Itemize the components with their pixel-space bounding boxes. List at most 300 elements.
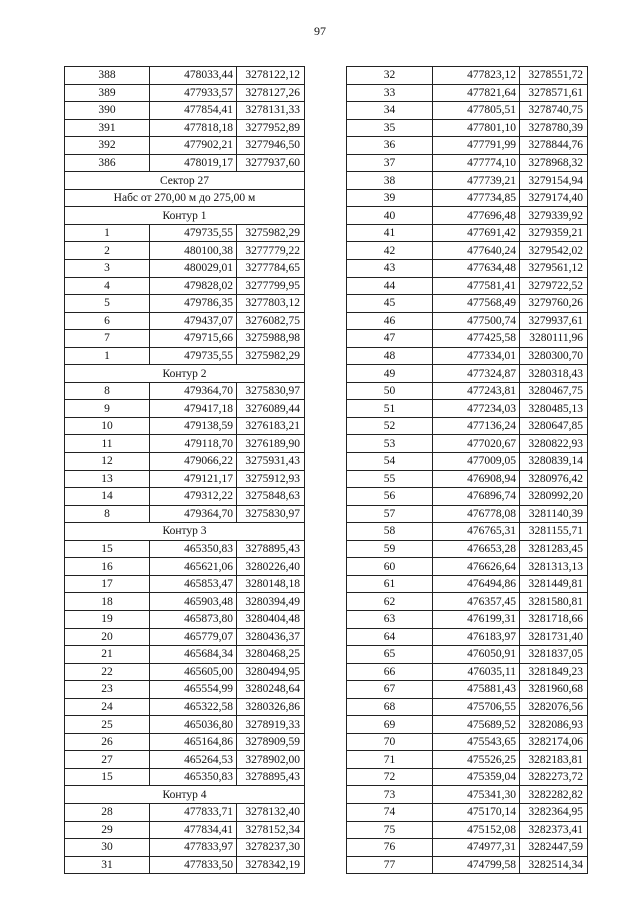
- y-coordinate: 3275830,97: [237, 505, 305, 523]
- x-coordinate: 479828,02: [150, 277, 237, 295]
- y-coordinate: 3278968,32: [520, 154, 588, 172]
- x-coordinate: 476183,97: [433, 628, 520, 646]
- point-number: 3: [65, 260, 150, 278]
- table-row: [65, 119, 305, 137]
- point-number: 8: [65, 382, 150, 400]
- table-row: [65, 768, 305, 786]
- x-coordinate: 477243,81: [433, 382, 520, 400]
- table-row: [347, 821, 588, 839]
- y-coordinate: 3279722,52: [520, 277, 588, 295]
- table-row: [347, 716, 588, 734]
- table-row: [65, 312, 305, 330]
- point-number: 22: [65, 663, 150, 681]
- y-coordinate: 3278551,72: [520, 67, 588, 85]
- y-coordinate: 3282514,34: [520, 856, 588, 874]
- point-number: 6: [65, 312, 150, 330]
- table-row: [347, 312, 588, 330]
- section-heading: Контур 4: [65, 786, 305, 804]
- point-number: 391: [65, 119, 150, 137]
- x-coordinate: 475152,08: [433, 821, 520, 839]
- x-coordinate: 479735,55: [150, 224, 237, 242]
- x-coordinate: 477136,24: [433, 417, 520, 435]
- table-row: [65, 716, 305, 734]
- y-coordinate: 3282183,81: [520, 751, 588, 769]
- section-heading: Сектор 27: [65, 172, 305, 190]
- point-number: 28: [65, 803, 150, 821]
- y-coordinate: 3282273,72: [520, 768, 588, 786]
- x-coordinate: 479138,59: [150, 417, 237, 435]
- x-coordinate: 476035,11: [433, 663, 520, 681]
- table-row: [65, 681, 305, 699]
- point-number: 75: [347, 821, 433, 839]
- x-coordinate: 477500,74: [433, 312, 520, 330]
- table-row: [65, 260, 305, 278]
- x-coordinate: 477691,42: [433, 224, 520, 242]
- x-coordinate: 465036,80: [150, 716, 237, 734]
- point-number: 65: [347, 646, 433, 664]
- point-number: 29: [65, 821, 150, 839]
- y-coordinate: 3281580,81: [520, 593, 588, 611]
- point-number: 33: [347, 84, 433, 102]
- point-number: 57: [347, 505, 433, 523]
- y-coordinate: 3278895,43: [237, 768, 305, 786]
- x-coordinate: 465873,80: [150, 610, 237, 628]
- table-row: [347, 803, 588, 821]
- y-coordinate: 3280394,49: [237, 593, 305, 611]
- page-number: 97: [314, 24, 326, 38]
- x-coordinate: 475543,65: [433, 733, 520, 751]
- y-coordinate: 3282174,06: [520, 733, 588, 751]
- table-row: [347, 330, 588, 348]
- table-row: [347, 610, 588, 628]
- coordinates-table-left: [64, 66, 305, 874]
- point-number: 37: [347, 154, 433, 172]
- y-coordinate: 3278571,61: [520, 84, 588, 102]
- y-coordinate: 3278122,12: [237, 67, 305, 85]
- y-coordinate: 3280436,37: [237, 628, 305, 646]
- section-heading-row: [65, 207, 305, 225]
- x-coordinate: 465779,07: [150, 628, 237, 646]
- point-number: 60: [347, 558, 433, 576]
- x-coordinate: 465621,06: [150, 558, 237, 576]
- y-coordinate: 3280485,13: [520, 400, 588, 418]
- point-number: 73: [347, 786, 433, 804]
- table-row: [347, 84, 588, 102]
- point-number: 12: [65, 453, 150, 471]
- x-coordinate: 477734,85: [433, 189, 520, 207]
- table-row: [65, 733, 305, 751]
- point-number: 67: [347, 681, 433, 699]
- table-row: [65, 277, 305, 295]
- y-coordinate: 3275982,29: [237, 347, 305, 365]
- table-row: [347, 768, 588, 786]
- table-row: [65, 821, 305, 839]
- point-number: 74: [347, 803, 433, 821]
- table-row: [65, 505, 305, 523]
- point-number: 47: [347, 330, 433, 348]
- y-coordinate: 3281140,39: [520, 505, 588, 523]
- point-number: 30: [65, 839, 150, 857]
- y-coordinate: 3275931,43: [237, 453, 305, 471]
- y-coordinate: 3275988,98: [237, 330, 305, 348]
- y-coordinate: 3275912,93: [237, 470, 305, 488]
- point-number: 16: [65, 558, 150, 576]
- table-row: [347, 488, 588, 506]
- point-number: 27: [65, 751, 150, 769]
- y-coordinate: 3279561,12: [520, 260, 588, 278]
- y-coordinate: 3282364,95: [520, 803, 588, 821]
- x-coordinate: 479121,17: [150, 470, 237, 488]
- table-row: [65, 593, 305, 611]
- point-number: 23: [65, 681, 150, 699]
- point-number: 386: [65, 154, 150, 172]
- x-coordinate: 477696,48: [433, 207, 520, 225]
- x-coordinate: 465554,99: [150, 681, 237, 699]
- table-row: [65, 540, 305, 558]
- y-coordinate: 3282282,82: [520, 786, 588, 804]
- x-coordinate: 475881,43: [433, 681, 520, 699]
- y-coordinate: 3278132,40: [237, 803, 305, 821]
- point-number: 1: [65, 347, 150, 365]
- x-coordinate: 480100,38: [150, 242, 237, 260]
- table-row: [347, 137, 588, 155]
- point-number: 66: [347, 663, 433, 681]
- point-number: 70: [347, 733, 433, 751]
- x-coordinate: 476778,08: [433, 505, 520, 523]
- x-coordinate: 475689,52: [433, 716, 520, 734]
- y-coordinate: 3277784,65: [237, 260, 305, 278]
- y-coordinate: 3278131,33: [237, 102, 305, 120]
- x-coordinate: 479066,22: [150, 453, 237, 471]
- point-number: 5: [65, 295, 150, 313]
- section-heading-row: [65, 189, 305, 207]
- section-heading: Контур 1: [65, 207, 305, 225]
- y-coordinate: 3280494,95: [237, 663, 305, 681]
- point-number: 17: [65, 575, 150, 593]
- point-number: 392: [65, 137, 150, 155]
- coordinates-table-right: [346, 66, 588, 874]
- table-row: [347, 260, 588, 278]
- y-coordinate: 3281837,05: [520, 646, 588, 664]
- point-number: 11: [65, 435, 150, 453]
- section-heading-row: [65, 172, 305, 190]
- y-coordinate: 3278895,43: [237, 540, 305, 558]
- x-coordinate: 476908,94: [433, 470, 520, 488]
- x-coordinate: 475526,25: [433, 751, 520, 769]
- table-row: [65, 803, 305, 821]
- table-row: [347, 505, 588, 523]
- table-row: [347, 628, 588, 646]
- y-coordinate: 3279937,61: [520, 312, 588, 330]
- point-number: 7: [65, 330, 150, 348]
- point-number: 31: [65, 856, 150, 874]
- point-number: 389: [65, 84, 150, 102]
- y-coordinate: 3278740,75: [520, 102, 588, 120]
- x-coordinate: 477774,10: [433, 154, 520, 172]
- table-row: [65, 610, 305, 628]
- y-coordinate: 3281313,13: [520, 558, 588, 576]
- table-row: [65, 84, 305, 102]
- y-coordinate: 3280976,42: [520, 470, 588, 488]
- x-coordinate: 478033,44: [150, 67, 237, 85]
- x-coordinate: 477425,58: [433, 330, 520, 348]
- y-coordinate: 3280111,96: [520, 330, 588, 348]
- point-number: 48: [347, 347, 433, 365]
- y-coordinate: 3280992,20: [520, 488, 588, 506]
- x-coordinate: 475706,55: [433, 698, 520, 716]
- section-heading-row: [65, 786, 305, 804]
- x-coordinate: 479417,18: [150, 400, 237, 418]
- x-coordinate: 476765,31: [433, 523, 520, 541]
- section-heading: Контур 2: [65, 365, 305, 383]
- table-row: [65, 435, 305, 453]
- point-number: 388: [65, 67, 150, 85]
- table-row: [347, 646, 588, 664]
- point-number: 42: [347, 242, 433, 260]
- x-coordinate: 477020,67: [433, 435, 520, 453]
- point-number: 18: [65, 593, 150, 611]
- y-coordinate: 3277803,12: [237, 295, 305, 313]
- y-coordinate: 3280300,70: [520, 347, 588, 365]
- table-row: [347, 189, 588, 207]
- point-number: 20: [65, 628, 150, 646]
- y-coordinate: 3278902,00: [237, 751, 305, 769]
- x-coordinate: 477805,51: [433, 102, 520, 120]
- table-row: [347, 172, 588, 190]
- x-coordinate: 477640,24: [433, 242, 520, 260]
- y-coordinate: 3278342,19: [237, 856, 305, 874]
- x-coordinate: 476626,64: [433, 558, 520, 576]
- point-number: 15: [65, 768, 150, 786]
- point-number: 36: [347, 137, 433, 155]
- table-row: [65, 417, 305, 435]
- y-coordinate: 3278237,30: [237, 839, 305, 857]
- point-number: 55: [347, 470, 433, 488]
- point-number: 41: [347, 224, 433, 242]
- y-coordinate: 3279174,40: [520, 189, 588, 207]
- point-number: 34: [347, 102, 433, 120]
- x-coordinate: 477823,12: [433, 67, 520, 85]
- x-coordinate: 465605,00: [150, 663, 237, 681]
- point-number: 77: [347, 856, 433, 874]
- point-number: 13: [65, 470, 150, 488]
- y-coordinate: 3278844,76: [520, 137, 588, 155]
- point-number: 72: [347, 768, 433, 786]
- y-coordinate: 3279542,02: [520, 242, 588, 260]
- point-number: 51: [347, 400, 433, 418]
- y-coordinate: 3277779,22: [237, 242, 305, 260]
- table-row: [347, 523, 588, 541]
- y-coordinate: 3280822,93: [520, 435, 588, 453]
- y-coordinate: 3278909,59: [237, 733, 305, 751]
- x-coordinate: 477324,87: [433, 365, 520, 383]
- table-row: [347, 365, 588, 383]
- table-row: [65, 330, 305, 348]
- y-coordinate: 3276082,75: [237, 312, 305, 330]
- table-row: [347, 119, 588, 137]
- point-number: 25: [65, 716, 150, 734]
- table-row: [347, 751, 588, 769]
- point-number: 54: [347, 453, 433, 471]
- y-coordinate: 3276089,44: [237, 400, 305, 418]
- point-number: 53: [347, 435, 433, 453]
- y-coordinate: 3280404,48: [237, 610, 305, 628]
- point-number: 390: [65, 102, 150, 120]
- y-coordinate: 3278919,33: [237, 716, 305, 734]
- table-row: [347, 733, 588, 751]
- x-coordinate: 479364,70: [150, 382, 237, 400]
- x-coordinate: 479786,35: [150, 295, 237, 313]
- x-coordinate: 476653,28: [433, 540, 520, 558]
- point-number: 52: [347, 417, 433, 435]
- table-row: [347, 382, 588, 400]
- y-coordinate: 3280226,40: [237, 558, 305, 576]
- point-number: 8: [65, 505, 150, 523]
- y-coordinate: 3281731,40: [520, 628, 588, 646]
- y-coordinate: 3279760,26: [520, 295, 588, 313]
- y-coordinate: 3280647,85: [520, 417, 588, 435]
- y-coordinate: 3281283,45: [520, 540, 588, 558]
- x-coordinate: 465903,48: [150, 593, 237, 611]
- point-number: 14: [65, 488, 150, 506]
- table-row: [65, 154, 305, 172]
- x-coordinate: 475359,04: [433, 768, 520, 786]
- point-number: 46: [347, 312, 433, 330]
- y-coordinate: 3280839,14: [520, 453, 588, 471]
- point-number: 62: [347, 593, 433, 611]
- x-coordinate: 477902,21: [150, 137, 237, 155]
- x-coordinate: 476199,31: [433, 610, 520, 628]
- point-number: 35: [347, 119, 433, 137]
- y-coordinate: 3279154,94: [520, 172, 588, 190]
- x-coordinate: 477739,21: [433, 172, 520, 190]
- y-coordinate: 3281449,81: [520, 575, 588, 593]
- table-row: [65, 470, 305, 488]
- table-row: [65, 628, 305, 646]
- point-number: 71: [347, 751, 433, 769]
- x-coordinate: 477818,18: [150, 119, 237, 137]
- x-coordinate: 477581,41: [433, 277, 520, 295]
- x-coordinate: 479312,22: [150, 488, 237, 506]
- point-number: 38: [347, 172, 433, 190]
- x-coordinate: 477854,41: [150, 102, 237, 120]
- table-row: [347, 839, 588, 857]
- table-row: [65, 102, 305, 120]
- section-heading-row: [65, 523, 305, 541]
- point-number: 40: [347, 207, 433, 225]
- y-coordinate: 3278152,34: [237, 821, 305, 839]
- y-coordinate: 3276189,90: [237, 435, 305, 453]
- table-row: [347, 453, 588, 471]
- table-row: [347, 277, 588, 295]
- table-row: [347, 224, 588, 242]
- x-coordinate: 477334,01: [433, 347, 520, 365]
- point-number: 26: [65, 733, 150, 751]
- table-row: [65, 453, 305, 471]
- x-coordinate: 477634,48: [433, 260, 520, 278]
- point-number: 69: [347, 716, 433, 734]
- x-coordinate: 477834,41: [150, 821, 237, 839]
- table-row: [65, 646, 305, 664]
- table-row: [65, 839, 305, 857]
- x-coordinate: 480029,01: [150, 260, 237, 278]
- y-coordinate: 3280467,75: [520, 382, 588, 400]
- x-coordinate: 476896,74: [433, 488, 520, 506]
- x-coordinate: 477801,10: [433, 119, 520, 137]
- y-coordinate: 3277952,89: [237, 119, 305, 137]
- point-number: 39: [347, 189, 433, 207]
- table-row: [347, 681, 588, 699]
- y-coordinate: 3275982,29: [237, 224, 305, 242]
- y-coordinate: 3282447,59: [520, 839, 588, 857]
- y-coordinate: 3280318,43: [520, 365, 588, 383]
- x-coordinate: 477791,99: [433, 137, 520, 155]
- table-row: [65, 698, 305, 716]
- table-row: [65, 137, 305, 155]
- table-row: [65, 224, 305, 242]
- y-coordinate: 3282373,41: [520, 821, 588, 839]
- table-row: [65, 558, 305, 576]
- y-coordinate: 3277799,95: [237, 277, 305, 295]
- table-row: [65, 751, 305, 769]
- x-coordinate: 476357,45: [433, 593, 520, 611]
- x-coordinate: 479715,66: [150, 330, 237, 348]
- y-coordinate: 3280148,18: [237, 575, 305, 593]
- x-coordinate: 479735,55: [150, 347, 237, 365]
- section-heading: Контур 3: [65, 523, 305, 541]
- point-number: 56: [347, 488, 433, 506]
- y-coordinate: 3282076,56: [520, 698, 588, 716]
- x-coordinate: 476050,91: [433, 646, 520, 664]
- x-coordinate: 478019,17: [150, 154, 237, 172]
- point-number: 64: [347, 628, 433, 646]
- x-coordinate: 477833,97: [150, 839, 237, 857]
- table-row: [347, 786, 588, 804]
- x-coordinate: 477833,71: [150, 803, 237, 821]
- point-number: 50: [347, 382, 433, 400]
- x-coordinate: 477933,57: [150, 84, 237, 102]
- point-number: 19: [65, 610, 150, 628]
- y-coordinate: 3281849,23: [520, 663, 588, 681]
- point-number: 45: [347, 295, 433, 313]
- table-row: [65, 347, 305, 365]
- table-row: [347, 242, 588, 260]
- y-coordinate: 3281155,71: [520, 523, 588, 541]
- x-coordinate: 465164,86: [150, 733, 237, 751]
- x-coordinate: 477009,05: [433, 453, 520, 471]
- table-body-left: [65, 67, 305, 874]
- point-number: 9: [65, 400, 150, 418]
- point-number: 32: [347, 67, 433, 85]
- x-coordinate: 477821,64: [433, 84, 520, 102]
- point-number: 24: [65, 698, 150, 716]
- point-number: 49: [347, 365, 433, 383]
- y-coordinate: 3278127,26: [237, 84, 305, 102]
- x-coordinate: 465264,53: [150, 751, 237, 769]
- table-body-right: [347, 67, 588, 874]
- y-coordinate: 3280468,25: [237, 646, 305, 664]
- y-coordinate: 3275830,97: [237, 382, 305, 400]
- table-row: [347, 593, 588, 611]
- y-coordinate: 3280248,64: [237, 681, 305, 699]
- y-coordinate: 3275848,63: [237, 488, 305, 506]
- table-row: [65, 400, 305, 418]
- point-number: 2: [65, 242, 150, 260]
- x-coordinate: 476494,86: [433, 575, 520, 593]
- table-row: [65, 67, 305, 85]
- y-coordinate: 3279339,92: [520, 207, 588, 225]
- table-row: [347, 102, 588, 120]
